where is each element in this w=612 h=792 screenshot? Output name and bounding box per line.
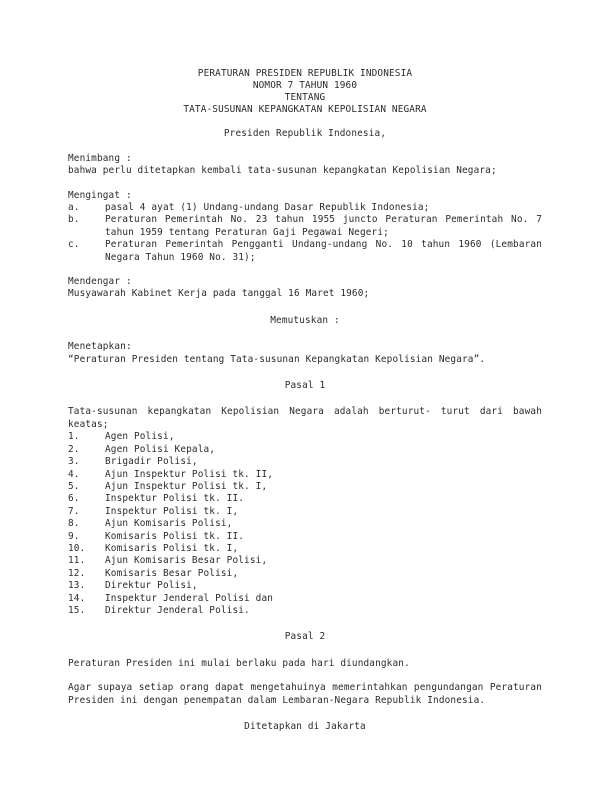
rank-item <box>68 431 542 443</box>
title-line-4: TATA-SUSUNAN KEPANGKATAN KEPOLISIAN NEGARA <box>183 104 427 116</box>
rank-item <box>68 543 542 555</box>
spacer <box>68 141 542 153</box>
spacer <box>68 327 542 341</box>
spacer <box>68 617 542 631</box>
mengingat-item <box>68 202 542 214</box>
list-marker: 1. <box>68 431 80 443</box>
mendengar-body: Musyawarah Kabinet Kerja pada tanggal 16 Maret 1960; <box>68 288 370 300</box>
spacer <box>68 301 542 315</box>
document-body <box>68 68 542 733</box>
list-text: Ajun Inspektur Polisi tk. II, <box>105 468 274 480</box>
title-line-3: TENTANG <box>284 92 326 104</box>
pasal-2-body-2: Agar supaya setiap orang dapat mengetahuinya memerintahkan pengundangan Peraturan Presiden ini dengan penempatan dalam Lembaran-Negara Republik Indonesia. <box>68 682 542 706</box>
menetapkan-body: “Peraturan Presiden tentang Tata-susunan Kepangkatan Kepolisian Negara”. <box>68 353 486 365</box>
mengingat-heading: Mengingat : <box>68 189 132 201</box>
list-marker: 5. <box>68 480 80 492</box>
list-marker: 14. <box>68 592 86 604</box>
rank-item <box>68 580 542 592</box>
rank-item <box>68 469 542 481</box>
pasal-1-heading: Pasal 1 <box>284 380 326 392</box>
list-text: Ajun Komisaris Polisi, <box>105 518 233 530</box>
list-text: Direktur Jenderal Polisi. <box>105 604 250 616</box>
list-text: Komisaris Polisi tk. II. <box>105 530 245 542</box>
spacer <box>68 178 542 190</box>
spacer <box>68 707 542 721</box>
rank-item <box>68 481 542 493</box>
spacer <box>68 366 542 380</box>
list-marker: 2. <box>68 443 80 455</box>
rank-item <box>68 605 542 617</box>
rank-item <box>68 444 542 456</box>
list-text: Inspektur Polisi tk. I, <box>105 505 239 517</box>
rank-item <box>68 593 542 605</box>
list-text: Peraturan Pemerintah No. 23 tahun 1955 juncto Peraturan Pemerintah No. 7 tahun 1959 tentang Peraturan Gaji Pegawai Negeri; <box>105 214 542 238</box>
list-text: Inspektur Polisi tk. II. <box>105 493 245 505</box>
rank-item <box>68 493 542 505</box>
title-line-2: NOMOR 7 TAHUN 1960 <box>252 80 358 92</box>
list-text: Peraturan Pemerintah Pengganti Undang-undang No. 10 tahun 1960 (Lembaran Negara Tahun 1960 No. 31); <box>105 239 542 263</box>
list-text: Komisaris Polisi tk. I, <box>105 542 239 554</box>
list-marker: 15. <box>68 604 86 616</box>
list-marker: b. <box>68 214 80 226</box>
spacer <box>68 116 542 128</box>
issuer-line: Presiden Republik Indonesia, <box>223 128 387 140</box>
spacer <box>68 392 542 406</box>
rank-list <box>68 431 542 617</box>
rank-item <box>68 506 542 518</box>
list-marker: 13. <box>68 580 86 592</box>
document-title-block <box>68 68 542 116</box>
list-text: Brigadir Polisi, <box>105 456 198 468</box>
list-text: pasal 4 ayat (1) Undang-undang Dasar Republik Indonesia; <box>105 202 430 213</box>
rank-item <box>68 555 542 567</box>
list-marker: 7. <box>68 505 80 517</box>
rank-item <box>68 456 542 468</box>
list-marker: 3. <box>68 456 80 468</box>
spacer <box>68 644 542 658</box>
menimbang-heading: Menimbang : <box>68 152 132 164</box>
spacer <box>68 264 542 276</box>
list-marker: 11. <box>68 555 86 567</box>
mengingat-item <box>68 214 542 239</box>
rank-item <box>68 568 542 580</box>
pasal-2-heading: Pasal 2 <box>284 631 326 643</box>
list-marker: 8. <box>68 518 80 530</box>
list-text: Ajun Inspektur Polisi tk. I, <box>105 480 268 492</box>
rank-item <box>68 531 542 543</box>
list-marker: 12. <box>68 567 86 579</box>
memutuskan-heading: Memutuskan : <box>270 314 340 326</box>
closing-line: Ditetapkan di Jakarta <box>244 721 366 732</box>
mengingat-item <box>68 239 542 264</box>
rank-item <box>68 518 542 530</box>
list-text: Agen Polisi Kepala, <box>105 443 216 455</box>
list-marker: a. <box>68 202 80 213</box>
list-text: Inspektur Jenderal Polisi dan <box>105 592 274 604</box>
list-marker: 6. <box>68 493 80 505</box>
pasal-1-intro: Tata-susunan kepangkatan Kepolisian Negara adalah berturut- turut dari bawah keatas; <box>68 406 542 430</box>
pasal-2-body-1: Peraturan Presiden ini mulai berlaku pada hari diundangkan. <box>68 657 410 669</box>
menimbang-body: bahwa perlu ditetapkan kembali tata-susunan kepangkatan Kepolisian Negara; <box>68 165 497 177</box>
menetapkan-heading: Menetapkan: <box>68 341 132 353</box>
list-marker: c. <box>68 239 80 251</box>
list-marker: 9. <box>68 530 80 542</box>
mendengar-heading: Mendengar : <box>68 276 132 288</box>
list-marker: 10. <box>68 542 86 554</box>
spacer <box>68 670 542 682</box>
title-line-1: PERATURAN PRESIDEN REPUBLIK INDONESIA <box>197 68 413 79</box>
list-text: Agen Polisi, <box>105 431 175 443</box>
list-text: Ajun Komisaris Besar Polisi, <box>105 555 268 567</box>
list-marker: 4. <box>68 468 80 480</box>
list-text: Komisaris Besar Polisi, <box>105 567 239 579</box>
list-text: Direktur Polisi, <box>105 580 198 592</box>
